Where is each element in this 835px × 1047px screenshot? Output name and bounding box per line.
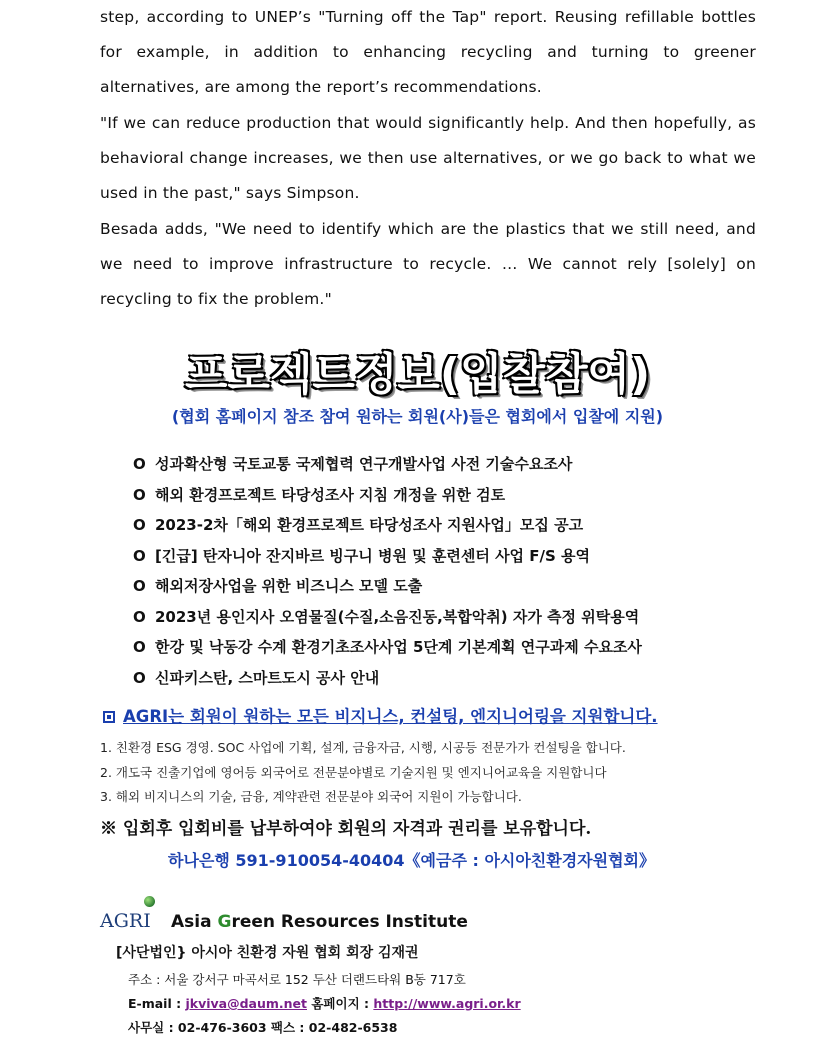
support-note: 3. 해외 비지니스의 기술, 금융, 계약관련 전문분야 외국어 지원이 가능합니다. xyxy=(100,789,522,804)
email-label: E-mail : xyxy=(128,996,186,1011)
project-item-label: 신파키스탄, 스마트도시 공사 안내 xyxy=(155,668,380,687)
contact-line xyxy=(128,994,521,1012)
project-item[interactable] xyxy=(133,453,642,484)
agri-logo xyxy=(100,896,164,936)
article-paragraph-1: step, according to UNEP’s "Turning off the Tap" report. Reusing refillable bottles for example, in addition to enhancing recycling and turning to greener alternatives, are among the report’s recommendations. xyxy=(100,8,756,96)
project-item[interactable] xyxy=(133,636,642,667)
project-item-label: [긴급] 탄자니아 잔지바르 빙구니 병원 및 훈련센터 사업 F/S 용역 xyxy=(155,546,591,565)
email-link[interactable]: jkviva@daum.net xyxy=(185,996,307,1011)
ceo-line: [사단법인} 아시아 친환경 자원 협회 회장 김재권 xyxy=(116,945,419,961)
project-info-banner: 프로젝트정보(입찰참여) xyxy=(184,349,651,400)
address-line: 주소 : 서울 강서구 마곡서로 152 두산 더랜드타워 B동 717호 xyxy=(128,972,466,987)
project-item-label: 해외 환경프로젝트 타당성조사 지침 개정을 위한 검토 xyxy=(155,485,506,504)
bullet-marker: O xyxy=(133,516,146,534)
phone-line: 사무실 : 02-476-3603 팩스 : 02-482-6538 xyxy=(128,1020,398,1035)
project-item[interactable] xyxy=(133,514,642,545)
support-notes xyxy=(100,738,626,812)
institute-name xyxy=(171,912,468,932)
project-item[interactable] xyxy=(133,545,642,576)
bullet-marker: O xyxy=(133,577,146,595)
institute-g: G xyxy=(217,912,232,932)
project-item-label: 2023-2차「해외 환경프로젝트 타당성조사 지원사업」모집 공고 xyxy=(155,516,584,534)
bullet-marker: O xyxy=(133,607,146,626)
project-item-label: 2023년 용인지사 오염물질(수질,소음진동,복합악취) 자가 측정 위탁용역 xyxy=(155,607,640,626)
project-item-label: 성과확산형 국토교통 국제협력 연구개발사업 사전 기술수요조사 xyxy=(155,455,573,473)
project-list xyxy=(133,453,642,697)
project-item[interactable] xyxy=(133,667,642,698)
project-item[interactable] xyxy=(133,484,642,515)
institute-rest: reen Resources Institute xyxy=(231,912,468,932)
support-note: 1. 친환경 ESG 경영. SOC 사업에 기획, 설계, 금융자금, 시행, 시공등 전문가가 컨설팅을 합니다. xyxy=(100,740,626,755)
article-paragraph-2: "If we can reduce production that would significantly help. And then hopefully, as behavioral change increases, we then use alternatives, or we go back to what we used in the past," says Simpson. xyxy=(100,114,756,202)
banner-subtitle: (협회 홈페이지 참조 참여 원하는 회원(사)들은 협회에서 입찰에 지원) xyxy=(171,407,664,426)
institute-prefix: Asia xyxy=(171,912,218,932)
bullet-marker: O xyxy=(133,546,146,565)
article-paragraph-3: Besada adds, "We need to identify which are the plastics that we still need, and we need to improve infrastructure to recycle. … We cannot rely [solely] on recycling to fix the problem." xyxy=(100,220,756,308)
project-item-label: 해외저장사업을 위한 비즈니스 모델 도출 xyxy=(155,577,423,595)
project-item[interactable] xyxy=(133,575,642,606)
bank-account: 하나은행 591-910054-40404《예금주 : 아시아친환경자원협회》 xyxy=(168,851,656,870)
bullet-marker: O xyxy=(133,455,146,473)
homepage-link[interactable]: http://www.agri.or.kr xyxy=(373,996,521,1011)
bullet-marker: O xyxy=(133,668,146,687)
bullet-marker: O xyxy=(133,485,146,504)
membership-notice: ※ 입회후 입회비를 납부하여야 회원의 자격과 권리를 보유합니다. xyxy=(100,819,592,839)
support-headline xyxy=(103,703,658,727)
logo-text: AGRI xyxy=(100,910,151,932)
homepage-label: 홈페이지 : xyxy=(307,996,374,1011)
bullet-marker: O xyxy=(133,638,146,656)
support-note: 2. 개도국 진출기업에 영어등 외국어로 전문분야별로 기술지원 및 엔지니어교육을 지원합니다 xyxy=(100,764,607,780)
project-item-label: 한강 및 낙동강 수계 환경기초조사사업 5단계 기본계획 연구과제 수요조사 xyxy=(155,638,642,656)
project-item[interactable] xyxy=(133,606,642,637)
square-bullet-icon xyxy=(103,711,115,723)
support-headline-text: AGRI는 회원이 원하는 모든 비지니스, 컨설팅, 엔지니어링을 지원합니다. xyxy=(123,707,658,726)
globe-icon xyxy=(144,896,155,907)
